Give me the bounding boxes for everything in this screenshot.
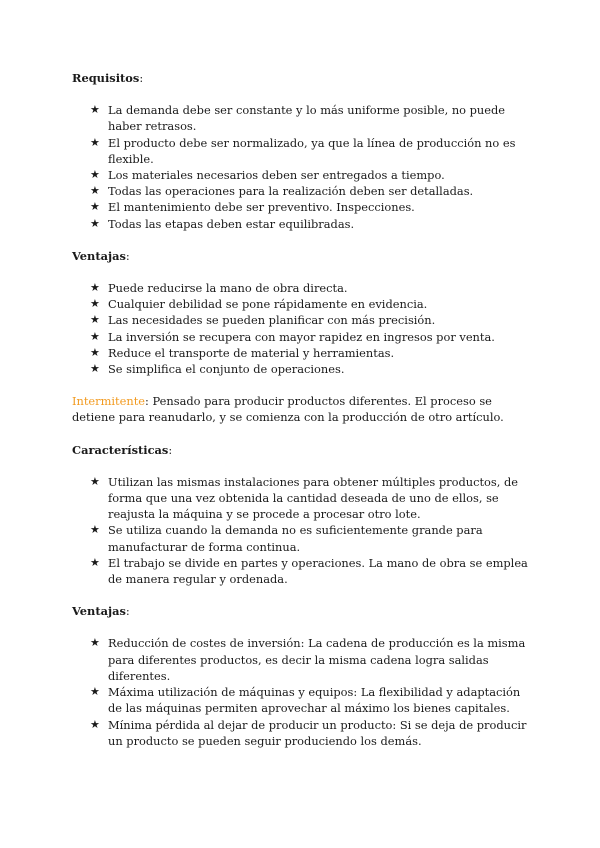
list-item: ★ Las necesidades se pueden planificar con más precisión. [90,313,436,328]
heading-caracteristicas: Características: [72,442,173,457]
star-icon: ★ [90,345,100,359]
star-icon: ★ [90,362,100,376]
star-icon: ★ [90,168,100,182]
star-icon: ★ [90,313,100,327]
list-item: ★ Se utiliza cuando la demanda no es suficientemente grande para manufacturar de forma continua. [90,523,483,554]
heading-requisitos: Requisitos: [72,71,144,85]
list-item: ★ Reduce el transporte de material y herramientas. [90,345,395,360]
star-icon: ★ [90,329,100,343]
list-caracteristicas [72,474,532,587]
list-item: ★ Se simplifica el conjunto de operaciones. [90,362,345,377]
star-icon: ★ [90,297,100,311]
list-item: ★ La inversión se recupera con mayor rapidez en ingresos por venta. [90,329,495,344]
list-ventajas [72,280,532,377]
star-icon: ★ [90,103,100,117]
list-item: ★ Cualquier debilidad se pone rápidamente en evidencia. [90,297,428,312]
list-item: ★ Máxima utilización de máquinas y equipos: La flexibilidad y adaptación de las máquinas permiten aprovechar al máximo los bienes capitales. [90,685,521,716]
star-icon: ★ [90,523,100,537]
list-item: ★ Todas las etapas deben estar equilibradas. [90,216,355,231]
list-item: ★ Utilizan las mismas instalaciones para obtener múltiples productos, de forma que una vez obtenida la cantidad deseada de uno de ellos, se reajusta la máquina y se procede a procesar otro lote. [90,474,519,522]
star-icon: ★ [90,555,100,569]
list-item: ★ Puede reducirse la mano de obra directa. [90,281,348,296]
heading-ventajas-2: Ventajas: [72,604,130,619]
list-item: ★ El trabajo se divide en partes y operaciones. La mano de obra se emplea de manera regular y ordenada. [90,555,528,587]
list-item: ★ Los materiales necesarios deben ser entregados a tiempo. [90,168,445,183]
star-icon: ★ [90,200,100,214]
list-item: ★ Reducción de costes de inversión: La cadena de producción es la misma para diferentes productos, es decir la misma cadena logra salidas diferentes. [90,636,526,683]
star-icon: ★ [90,281,100,295]
list-item: ★ La demanda debe ser constante y lo más uniforme posible, no puede haber retrasos. [90,103,506,134]
star-icon: ★ [90,474,100,488]
intermitente-term: Intermitente [72,394,146,409]
document-page [72,70,532,749]
list-item: ★ El mantenimiento debe ser preventivo. Inspecciones. [90,200,415,215]
intermitente-paragraph [72,393,532,425]
star-icon: ★ [90,135,100,149]
star-icon: ★ [90,685,100,699]
list-requisitos [72,102,532,232]
heading-ventajas: Ventajas: [72,248,130,263]
star-icon: ★ [90,636,100,650]
intermitente-text: : Pensado para producir productos diferentes. El proceso se detiene para reanudarlo, y se comienza con la producción de otro artículo. [72,394,504,425]
list-item: ★ Todas las operaciones para la realización deben ser detalladas. [90,184,474,199]
star-icon: ★ [90,216,100,230]
star-icon: ★ [90,717,100,731]
list-item: ★ Mínima pérdida al dejar de producir un producto: Si se deja de producir un producto se pueden seguir produciendo los demás. [90,717,527,748]
list-ventajas-2 [72,635,532,748]
list-item: ★ El producto debe ser normalizado, ya que la línea de producción no es flexible. [90,135,516,166]
star-icon: ★ [90,184,100,198]
